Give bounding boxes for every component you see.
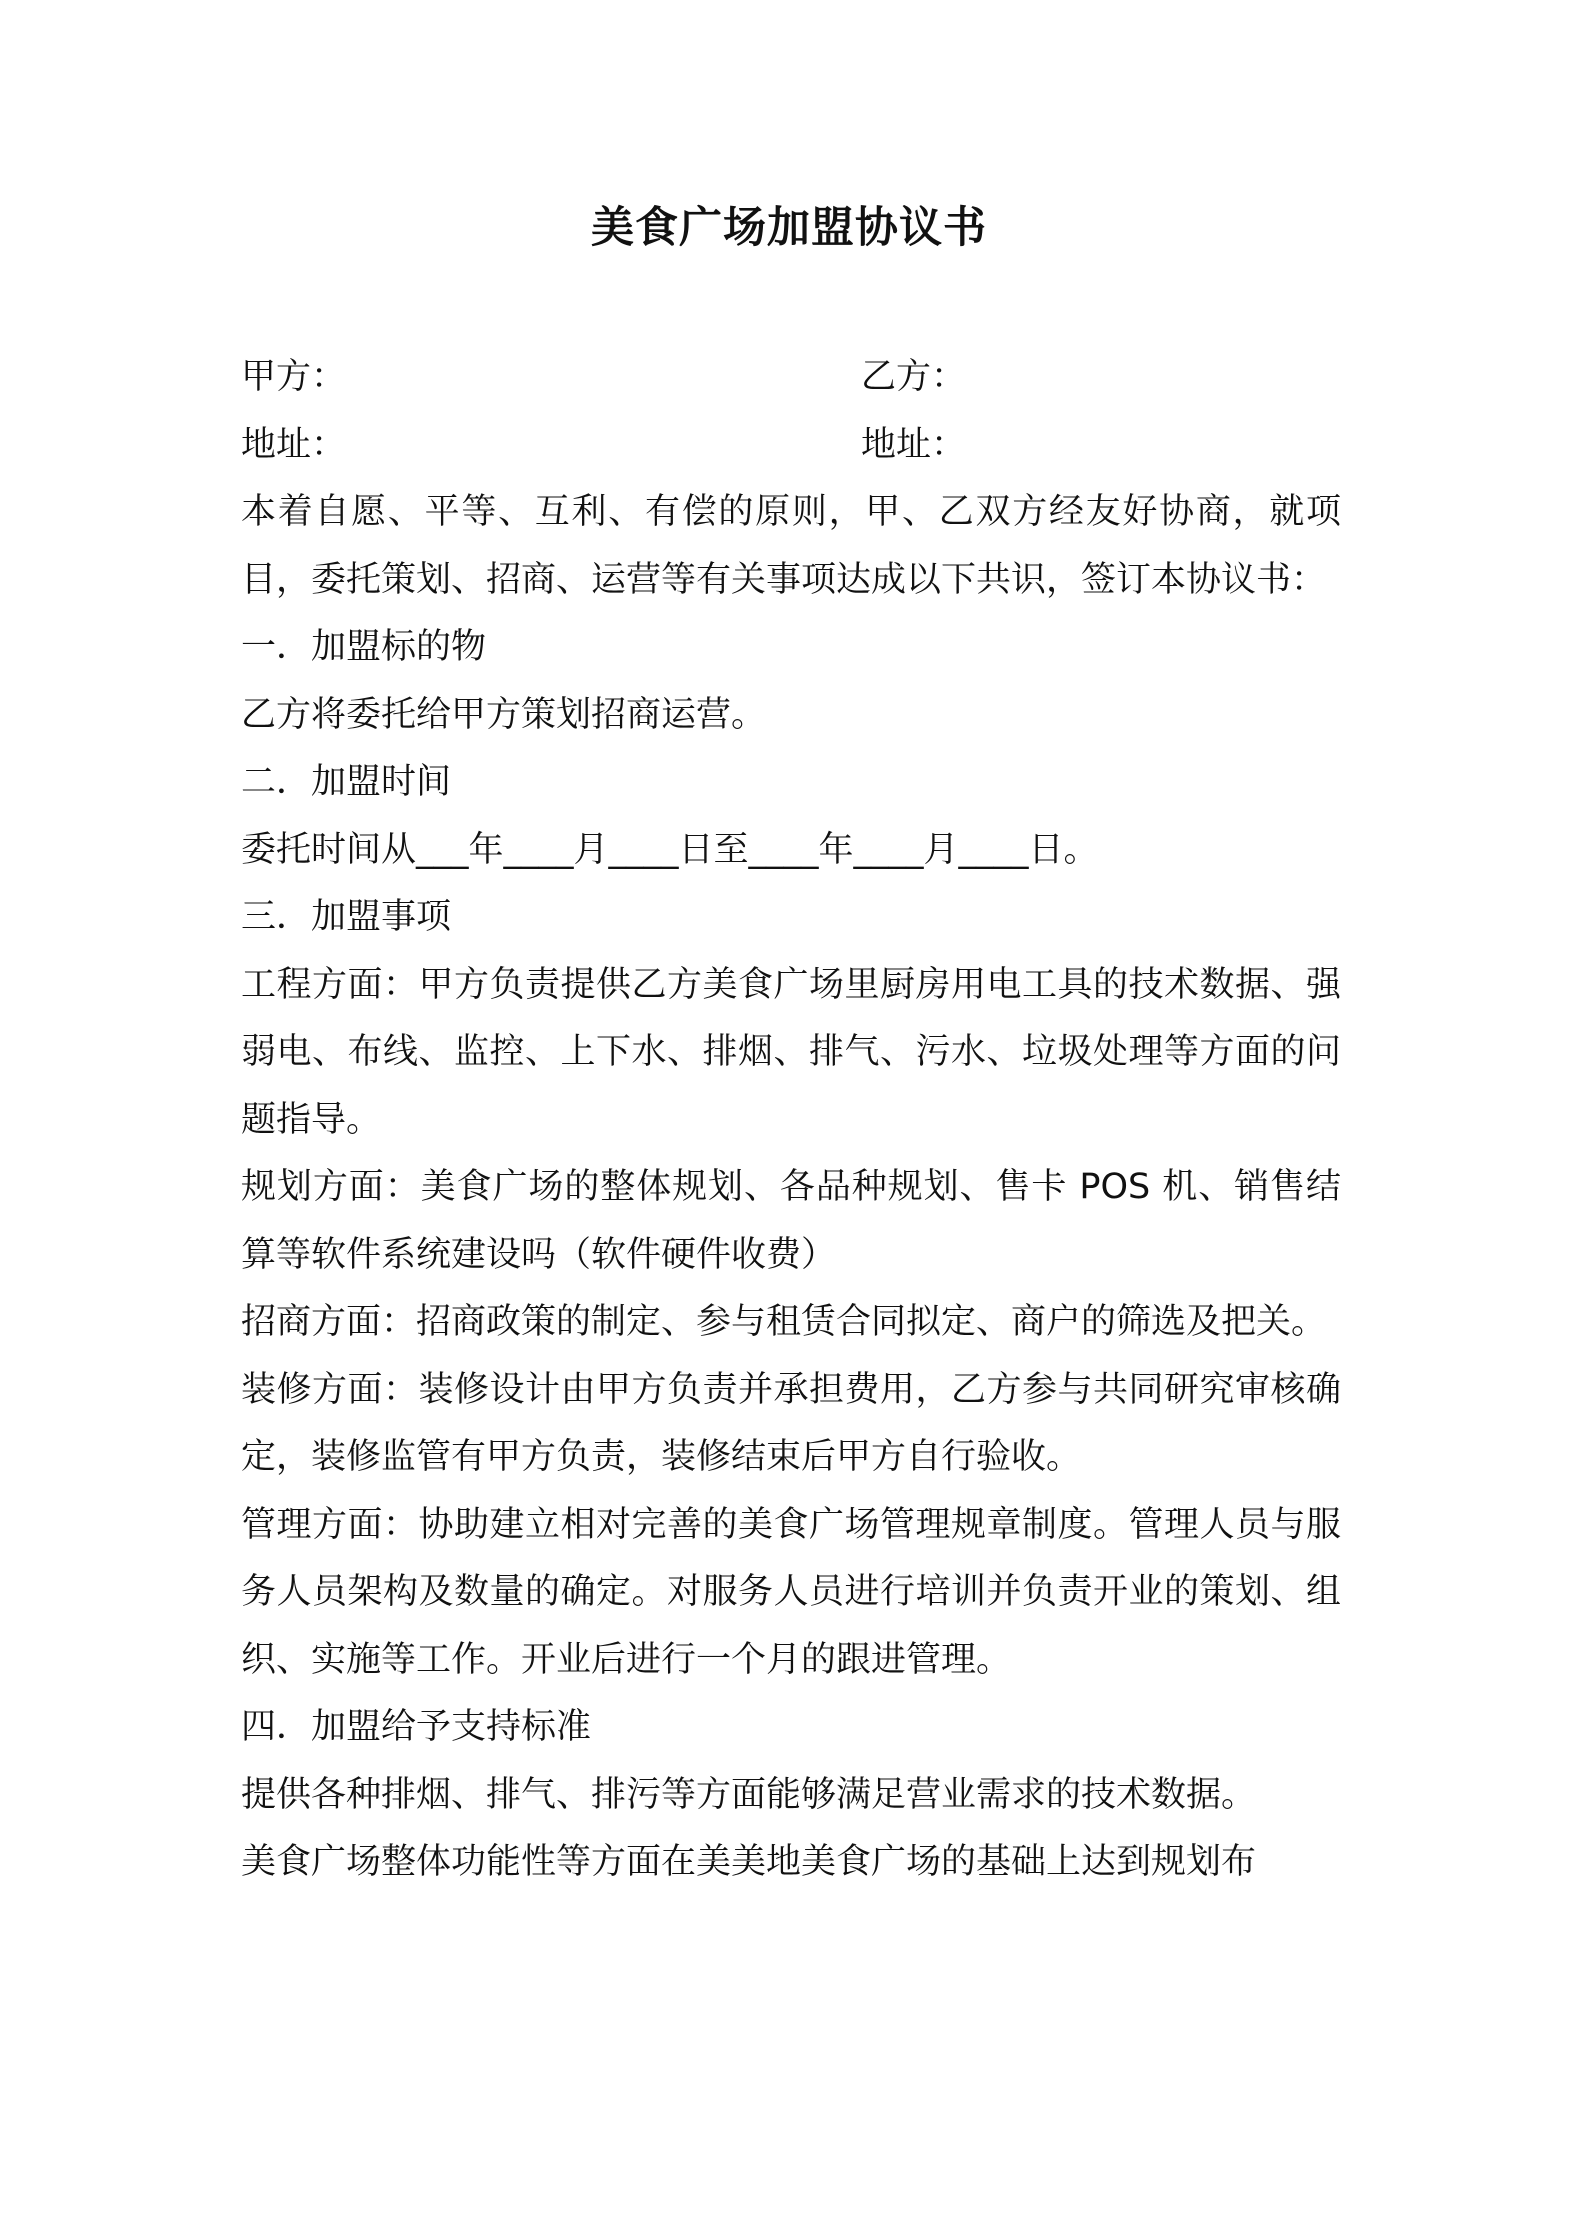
section-1-heading: 一．加盟标的物 — [241, 627, 487, 667]
party-row — [241, 344, 1341, 412]
section-3-heading: 三．加盟事项 — [241, 897, 452, 937]
document-title: 美食广场加盟协议书 — [591, 203, 987, 253]
section-4-text-1: 提供各种排烟、排气、排污等方面能够满足营业需求的技术数据。 — [241, 1774, 1257, 1815]
management-paragraph: 管理方面：协助建立相对完善的美食广场管理规章制度。管理人员与服务人员架构及数量的确定。对服务人员进行培训并负责开业的策划、组织、实施等工作。开业后进行一个月的跟进管理。 — [241, 1504, 1341, 1680]
section-4-text-2: 美食广场整体功能性等方面在美美地美食广场的基础上达到规划布 — [241, 1842, 1257, 1882]
document-body — [241, 344, 1341, 1897]
address-b-label: 地址： — [861, 424, 967, 465]
address-a-label: 地址： — [241, 424, 347, 465]
engineering-paragraph: 工程方面：甲方负责提供乙方美食广场里厨房用电工具的技术数据、强弱电、布线、监控、上下水、排烟、排气、污水、垃圾处理等方面的问题指导。 — [241, 964, 1341, 1140]
section-2-text: 委托时间从___年____月____日至____年____月____日。 — [241, 829, 1099, 870]
planning-paragraph: 规划方面：美食广场的整体规划、各品种规划、售卡 POS 机、销售结算等软件系统建设吗（软件硬件收费） — [241, 1167, 1341, 1275]
party-b-label: 乙方： — [861, 357, 967, 397]
party-a-label: 甲方： — [241, 357, 347, 397]
intro-paragraph: 本着自愿、平等、互利、有偿的原则，甲、乙双方经友好协商，就项目，委托策划、招商、运营等有关事项达成以下共识，签订本协议书： — [241, 492, 1341, 600]
section-4-heading: 四．加盟给予支持标准 — [241, 1707, 592, 1747]
address-row — [241, 412, 1341, 480]
investment-paragraph: 招商方面：招商政策的制定、参与租赁合同拟定、商户的筛选及把关。 — [241, 1302, 1327, 1342]
decoration-paragraph: 装修方面：装修设计由甲方负责并承担费用，乙方参与共同研究审核确定，装修监管有甲方负责，装修结束后甲方自行验收。 — [241, 1369, 1341, 1477]
section-2-heading: 二．加盟时间 — [241, 762, 452, 802]
section-1-text: 乙方将委托给甲方策划招商运营。 — [241, 694, 767, 735]
